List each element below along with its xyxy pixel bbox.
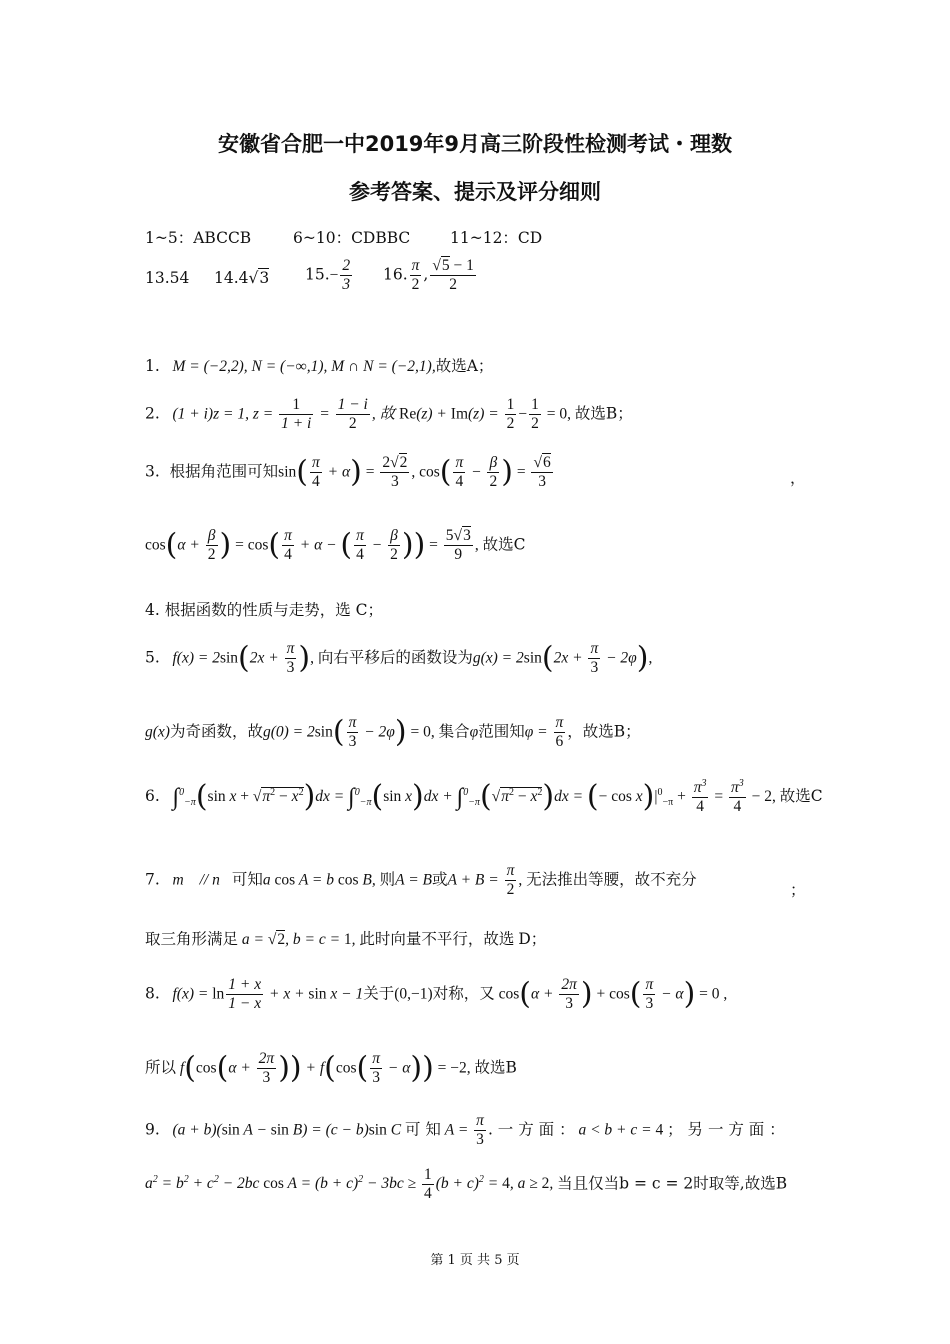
document-title: 安徽省合肥一中2019年9月高三阶段性检测考试・理数 <box>217 132 733 156</box>
answers-11-12: 11~12：CD <box>450 229 543 247</box>
page-footer: 第 1 页 共 5 页 <box>430 1253 520 1268</box>
solution-9-text-on-one-hand: . 一 方 面 ： <box>487 1120 575 1139</box>
answer-16: 16. $\frac{\pi}{2}$ , $\frac{√5 - 1}{2}$ <box>383 257 474 293</box>
solution-1-number: 1. <box>145 357 160 375</box>
solution-2: 2. (1 + i)z = 1, z = $\frac{1}{1 + i}$ = $\frac{1 - i}{2}$ , 故 Re(z) + Im(z) = $\frac{1}{2}$ − $\frac{1}{2}$ = 0, 故选B； <box>145 396 633 432</box>
solution-8-text-about: 关于 <box>363 984 395 1003</box>
solution-9-text-known: 可 知 <box>404 1120 441 1139</box>
answer-14: 14.4√3 <box>214 269 270 287</box>
solution-3-text: 根据角范围可知 <box>169 462 279 481</box>
solution-2-text: 故选B； <box>574 404 633 423</box>
solution-8-continued: 所以 f(cos(α + $\frac{2\pi}{3}$ )) + f(cos( $\frac{\pi}{3}$ − α)) = −2, 故选B <box>145 1050 517 1086</box>
solution-1-text: 故选A； <box>435 357 494 375</box>
solution-7-end: ； <box>790 881 806 899</box>
solution-7-number: 7. <box>145 870 160 889</box>
solution-6: 6. ∫$^0_{-\pi}$(sin $x + √\pi^2 - x^2)dx = \int^0_{-\pi}(\sin$ $x)dx + \int^0_{-\pi}(√\pi^2 - x^2)dx$ = (− $\cos x)|^0_{-\pi}$ + $\frac{\pi^3}{4}$ = $\frac{\pi^3}{4}$ − 2, 故选C <box>145 778 823 815</box>
solution-3: 3. 根据角范围可知sin( $\frac{\pi}{4}$ + α) = $\frac{2√2}{3}$ , cos( $\frac{\pi}{4}$ − $\frac{\beta}{2}$ ) = $\frac{√6}{3}$ <box>145 454 551 490</box>
solution-7-text-conclusion: 无法推出等腰，故不充分 <box>526 870 697 889</box>
solution-7-text-or: 或 <box>432 870 448 889</box>
solution-7: 7. m⃗ // n⃗可知a cos A = b cos B, 则A = B或A + B = $\frac{\pi}{2}$ , 无法推出等腰，故不充分 <box>145 862 697 898</box>
answer-13: 13.54 <box>145 269 190 287</box>
answer-16-comma: , <box>423 265 429 284</box>
solution-5-result: ，故选B； <box>567 722 641 741</box>
solution-4: 4. 根据函数的性质与走势，选 C； <box>145 601 384 619</box>
solution-9: 9. (a + b)(sin A − sin B) = (c − b)sin C 可 知 A = $\frac{\pi}{3}$ . 一 方 面 ： a < b + c = 4 ； 另 一 方 面 ： <box>145 1112 785 1148</box>
solution-5: 5. f(x) = 2sin(2x + $\frac{\pi}{3}$ ), 向右平移后的函数设为g(x) = 2sin(2x + $\frac{\pi}{3}$ − 2φ), <box>145 640 653 676</box>
solution-5-text-range: 范围知 <box>478 722 525 741</box>
answers-1-5: 1~5：ABCCB <box>145 229 252 247</box>
solution-3-continued: cos(α + $\frac{\beta}{2}$ ) = cos( $\frac{\pi}{4}$ + α − ( $\frac{\pi}{4}$ − $\frac{\beta}{2}$ )) = $\frac{5√3}{9}$ , 故选C <box>145 527 526 563</box>
solution-3-number: 3. <box>145 462 160 481</box>
answers-6-10: 6~10：CDBBC <box>293 229 411 247</box>
solution-5-text: 向右平移后的函数设为 <box>317 648 473 667</box>
solution-7-result: D； <box>518 930 547 948</box>
solution-8-text-so: 所以 <box>145 1058 177 1077</box>
solution-8: 8. f(x) = ln $\frac{1 + x}{1 - x}$ + x + sin x − 1关于(0,−1)对称，又 cos(α + $\frac{2\pi}{3}$ ) + cos( $\frac{\pi}{3}$ − α) = 0 , <box>145 976 728 1012</box>
solution-3-end: ， <box>790 469 806 487</box>
solution-5-text-set: 集合 <box>438 722 470 741</box>
solution-8-number: 8. <box>145 984 160 1003</box>
solution-6-number: 6. <box>145 786 160 805</box>
solution-7-text-triangle: 取三角形满足 <box>145 930 239 948</box>
solution-2-number: 2. <box>145 404 160 423</box>
solution-9-text-on-other-hand: ； 另 一 方 面 ： <box>667 1120 785 1139</box>
solution-9-continued: $a^2 = b^2 + c^2 - 2bc$ $\cos A = (b + c)^2 - 3bc$ ≥ $\frac{1}{4}$ $(b + c)^2 = 4$, a ≥ 2, 当且仅当b = c = 2时取等,故选B <box>145 1166 788 1202</box>
solution-7-text-parallel: 此时向量不平行，故选 <box>359 930 515 948</box>
solution-5-text-odd: 为奇函数，故 <box>169 722 263 741</box>
solution-3-result: 故选C <box>482 535 526 554</box>
solution-6-result: 故选C <box>779 786 823 805</box>
solution-7-continued: 取三角形满足 a = √2, b = c = 1, 此时向量不平行，故选 D； <box>145 930 547 948</box>
answer-14-label: 14. <box>214 269 239 287</box>
answer-15: 15.− $\frac{2}{3}$ <box>305 257 351 293</box>
solution-8-result: 故选B <box>474 1058 517 1077</box>
solution-7-text-then: 则 <box>379 870 396 889</box>
answer-15-label: 15. <box>305 265 330 284</box>
solution-7-text-known: 可知 <box>231 870 263 889</box>
solution-8-text-symmetric: 对称，又 <box>432 984 495 1003</box>
solution-9-result: 当且仅当b = c = 2时取等,故选B <box>557 1174 788 1193</box>
answer-16-label: 16. <box>383 265 408 284</box>
solution-1: 1. M = (−2,2), N = (−∞,1), M ∩ N = (−2,1),故选A； <box>145 357 494 375</box>
document-subtitle: 参考答案、提示及评分细则 <box>349 180 601 204</box>
solution-9-number: 9. <box>145 1120 160 1139</box>
solution-5-number: 5. <box>145 648 160 667</box>
answer-14-value: 4 <box>238 269 249 287</box>
solution-5-continued: g(x)为奇函数，故g(0) = 2sin( $\frac{\pi}{3}$ − 2φ) = 0, 集合φ范围知φ = $\frac{\pi}{6}$ ，故选B； <box>145 714 641 750</box>
answer-14-radicand: 3 <box>259 269 270 287</box>
